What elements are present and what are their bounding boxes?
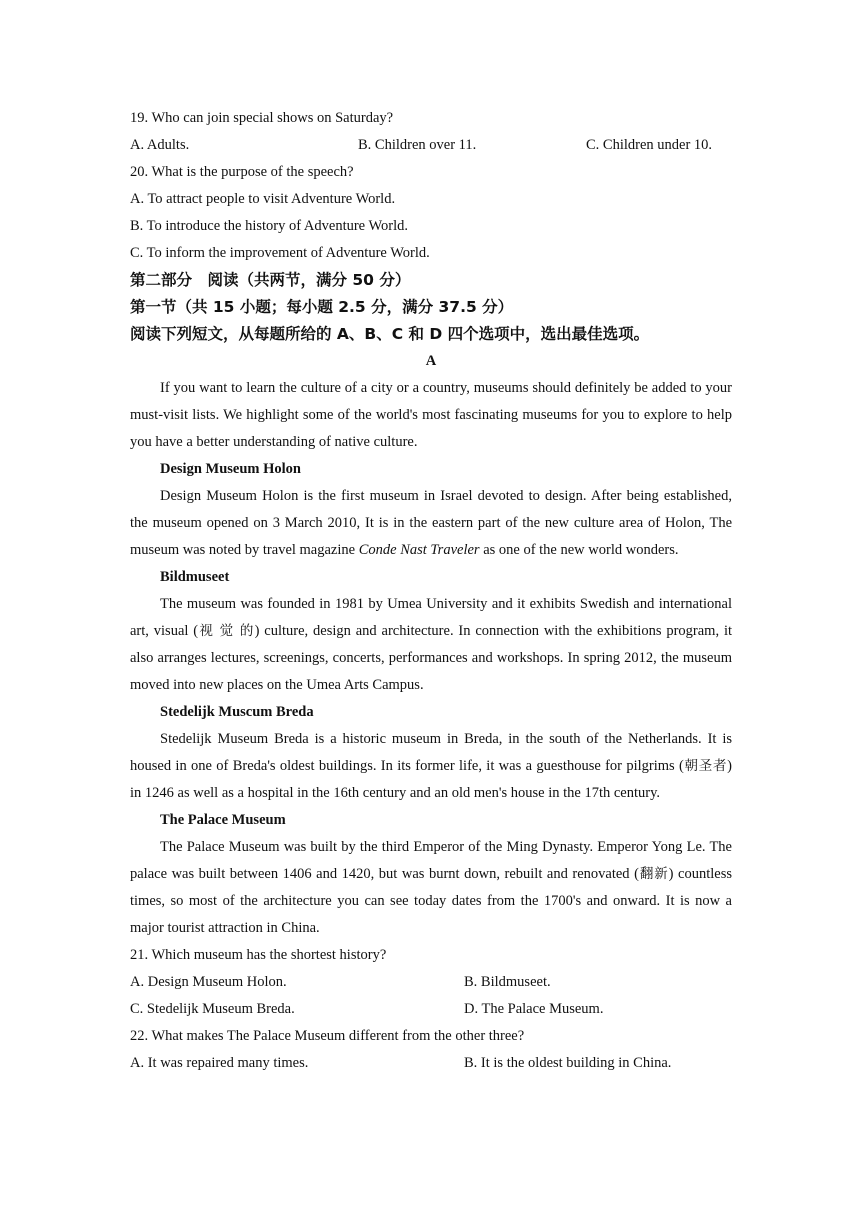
question-19-options	[130, 132, 732, 159]
chinese-gloss: 翻新	[638, 866, 669, 882]
museum-description: The Palace Museum was built by the third Emperor of the Ming Dynasty. Emperor Yong Le. The palace was built between 1406 and 1420, but was burnt down, rebuilt and renovated (翻新) countless times, so most of the architecture you can see today dates from the 1700's and onward. It is now a major tourist attraction in China.	[130, 839, 733, 936]
question-19: 19. Who can join special shows on Saturday?	[130, 110, 394, 126]
passage-letter: A	[425, 353, 437, 369]
option-a: A. Design Museum Holon.	[130, 974, 287, 990]
magazine-title: Conde Nast Traveler	[358, 542, 480, 558]
question-22: 22. What makes The Palace Museum different from the other three?	[130, 1028, 525, 1044]
option-c: C. To inform the improvement of Adventure World.	[130, 245, 430, 261]
option-d: D. The Palace Museum.	[464, 1001, 604, 1017]
question-21-options-row-2	[130, 996, 732, 1023]
museum-description: Design Museum Holon is the first museum in Israel devoted to design. After being established, the museum opened on 3 March 2010, It is in the eastern part of the new culture area of Holon, The museum was noted by travel magazine Conde Nast Traveler as one of the new world wonders.	[130, 488, 732, 558]
chinese-gloss: 视 觉 的	[198, 623, 255, 639]
chinese-gloss: 朝圣者	[683, 758, 728, 774]
museum-description: Stedelijk Museum Breda is a historic museum in Breda, in the south of the Netherlands. It is housed in one of Breda's oldest buildings. In its former life, it was a guesthouse for pilgrims (朝圣者) in 1246 as well as a hospital in the 16th century and an old men's house in the 17th century.	[130, 731, 733, 801]
option-a: A. Adults.	[130, 137, 190, 153]
museum-title: Stedelijk Muscum Breda	[160, 704, 314, 720]
option-b: B. It is the oldest building in China.	[464, 1055, 672, 1071]
option-b: B. Children over 11.	[358, 137, 477, 153]
museum-title: Design Museum Holon	[160, 461, 301, 477]
section-heading: 第一节（共 15 小题；每小题 2.5 分，满分 37.5 分）	[130, 298, 514, 316]
option-b: B. To introduce the history of Adventure World.	[130, 218, 408, 234]
option-b: B. Bildmuseet.	[464, 974, 551, 990]
option-a: A. To attract people to visit Adventure World.	[130, 191, 396, 207]
museum-title: The Palace Museum	[160, 812, 286, 828]
passage-intro: If you want to learn the culture of a city or a country, museums should definitely be added to your must-visit lists. We highlight some of the world's most fascinating museums for you to explore to help you have a better understanding of native culture.	[130, 380, 732, 450]
question-20: 20. What is the purpose of the speech?	[130, 164, 354, 180]
part-heading: 第二部分 阅读（共两节，满分 50 分）	[130, 271, 411, 289]
reading-instruction: 阅读下列短文，从每题所给的 A、B、C 和 D 四个选项中，选出最佳选项。	[130, 325, 650, 343]
option-a: A. It was repaired many times.	[130, 1055, 309, 1071]
exam-page	[130, 105, 732, 1077]
museum-description: The museum was founded in 1981 by Umea University and it exhibits Swedish and international art, visual (视 觉 的) culture, design and architecture. In connection with the exhibitions program, it also arranges lectures, screenings, concerts, performances and workshops. In spring 2012, the museum moved into new places on the Umea Arts Campus.	[130, 596, 733, 693]
question-21: 21. Which museum has the shortest history?	[130, 947, 387, 963]
museum-title: Bildmuseet	[160, 569, 230, 585]
option-c: C. Stedelijk Museum Breda.	[130, 1001, 295, 1017]
option-c: C. Children under 10.	[586, 137, 713, 153]
question-22-options-row-1	[130, 1050, 732, 1077]
question-21-options-row-1	[130, 969, 732, 996]
